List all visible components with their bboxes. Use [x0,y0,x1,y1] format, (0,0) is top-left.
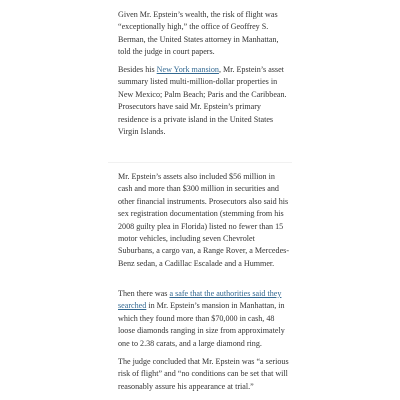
paragraph-safe-text-before: Then there was [118,289,170,298]
paragraph-flight-risk: Given Mr. Epstein’s wealth, the risk of flight was “exceptionally high,” the office of Geoffrey S. Berman, the United States attorney in Manhattan, told the judge in court papers. [118,10,279,57]
paragraph-safe-text-after: in Mr. Epstein’s mansion in Manhattan, in which they found more than $70,000 in cash, 48 loose diamonds ranging in size from approximately one to 2.38 carats, and a large diamond ring. [118,301,285,348]
paragraph-safe [118,288,290,350]
new-york-mansion-link[interactable]: New York mansion [156,65,219,74]
article-body [118,0,290,400]
safe-searched-link[interactable]: a safe that the authorities said they searched [118,289,282,311]
paragraph-properties [118,64,290,138]
paragraph-assets: Mr. Epstein’s assets also included $56 million in cash and more than $300 million in securities and other financial instruments. Prosecutors also said his sex registration documentation (stemming from his 2008 guilty plea in Florida) listed no fewer than 15 motor vehicles, including seven Chevrolet Suburbans, a cargo van, a Range Rover, a Mercedes-Benz sedan, a Cadillac Escalade and a Hummer. [118,172,290,268]
paragraph-properties-text-before: Besides his [118,65,157,74]
paragraph-judge-conclusion: The judge concluded that Mr. Epstein was “a serious risk of flight” and “no conditions can be set that will reasonably assure his appearance at trial.” [118,357,289,391]
paragraph-properties-text-after: , Mr. Epstein’s asset summary listed multi-million-dollar properties in New Mexico; Palm Beach; Paris and the Caribbean. Prosecutors have said Mr. Epstein’s primary residence is a private island in the United States Virgin Islands. [118,65,287,137]
